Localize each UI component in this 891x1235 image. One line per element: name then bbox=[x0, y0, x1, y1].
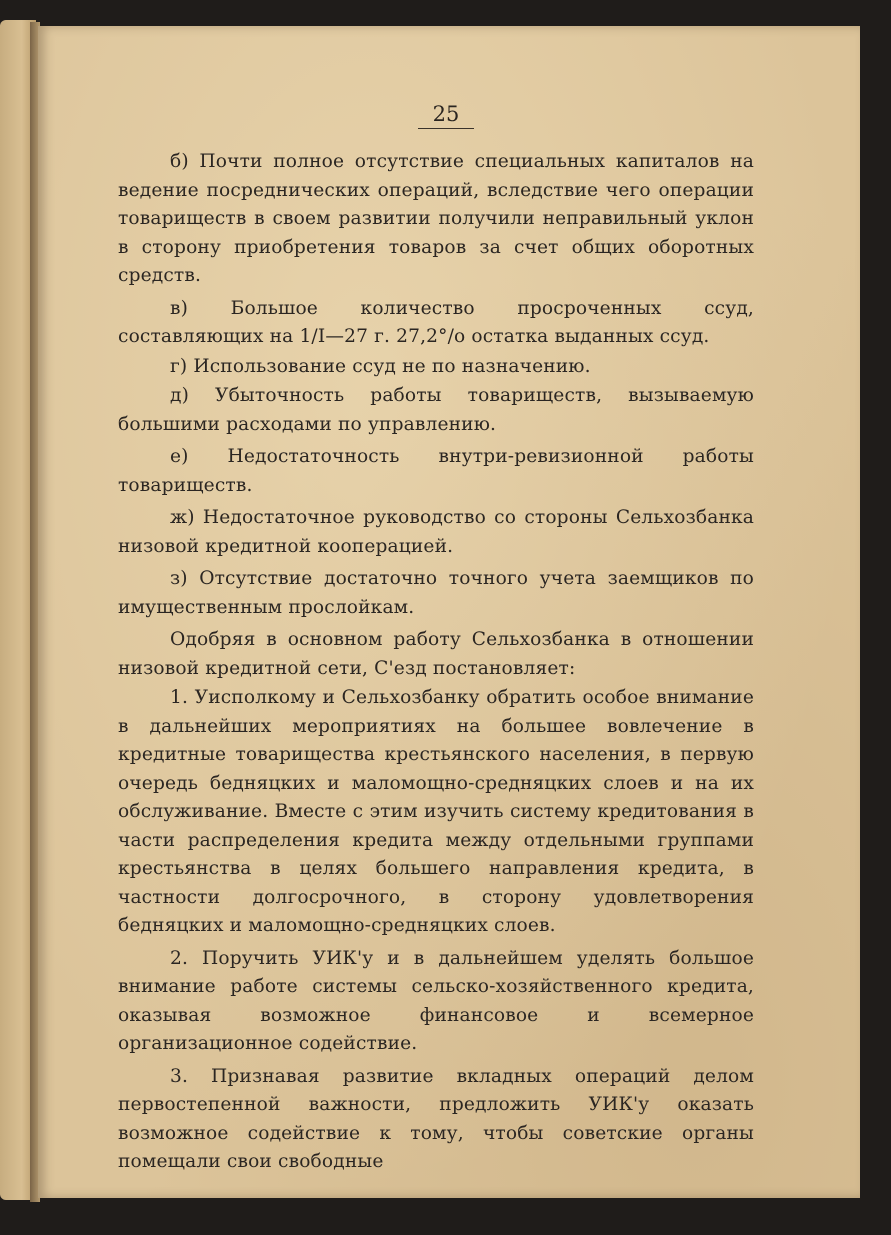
book-page bbox=[38, 26, 860, 1198]
paragraph-e: е) Недостаточность внутри-ревизионной работы товариществ. bbox=[118, 446, 754, 496]
paragraph-b: б) Почти полное отсутствие специальных капиталов на ведение посреднических операций, вследствие чего операции товариществ в своем развитии получили неправильный уклон в сторону приобретения товаров за счет общих оборотных средств. bbox=[118, 151, 754, 286]
paragraph-resolution-intro: Одобряя в основном работу Сельхозбанка в отношении низовой кредитной сети, С'езд постановляет: bbox=[118, 629, 754, 679]
paragraph-d: д) Убыточность работы товариществ, вызываемую большими расходами по управлению. bbox=[118, 385, 754, 435]
paragraph-z: з) Отсутствие достаточно точного учета заемщиков по имущественным прослойкам. bbox=[118, 568, 754, 618]
paragraph-point-3: 3. Признавая развитие вкладных операций делом первостепенной важности, предложить УИК'у оказать возможное содействие к тому, чтобы советские органы помещали свои свободные bbox=[118, 1065, 754, 1172]
paragraph-v: в) Большое количество просроченных ссуд, составляющих на 1/I—27 г. 27,2°/о остатка выданных ссуд. bbox=[118, 297, 754, 347]
page-number: 25 bbox=[418, 102, 474, 129]
paragraph-point-2: 2. Поручить УИК'у и в дальнейшем уделять большое внимание работе системы сельско-хозяйственного кредита, оказывая возможное финансовое и всемерное организационное содействие. bbox=[118, 947, 754, 1054]
paragraph-zh: ж) Недостаточное руководство со стороны Сельхозбанка низовой кредитной кооперацией. bbox=[118, 507, 754, 557]
paragraph-g: г) Использование ссуд не по назначению. bbox=[170, 355, 591, 377]
page-text bbox=[118, 148, 754, 1177]
paragraph-point-1: 1. Уисполкому и Сельхозбанку обратить особое внимание в дальнейших мероприятиях на большее вовлечение в кредитные товарищества крестьянского населения, в первую очередь бедняцких и маломощно-средняцких слоев и на их обслуживание. Вместе с этим изучить систему кредитования в части распределения кредита между отдельными группами крестьянства в целях большего направления кредита, в частности долгосрочного, в сторону удовлетворения бедняцких и маломощно-средняцких слоев. bbox=[118, 687, 754, 936]
